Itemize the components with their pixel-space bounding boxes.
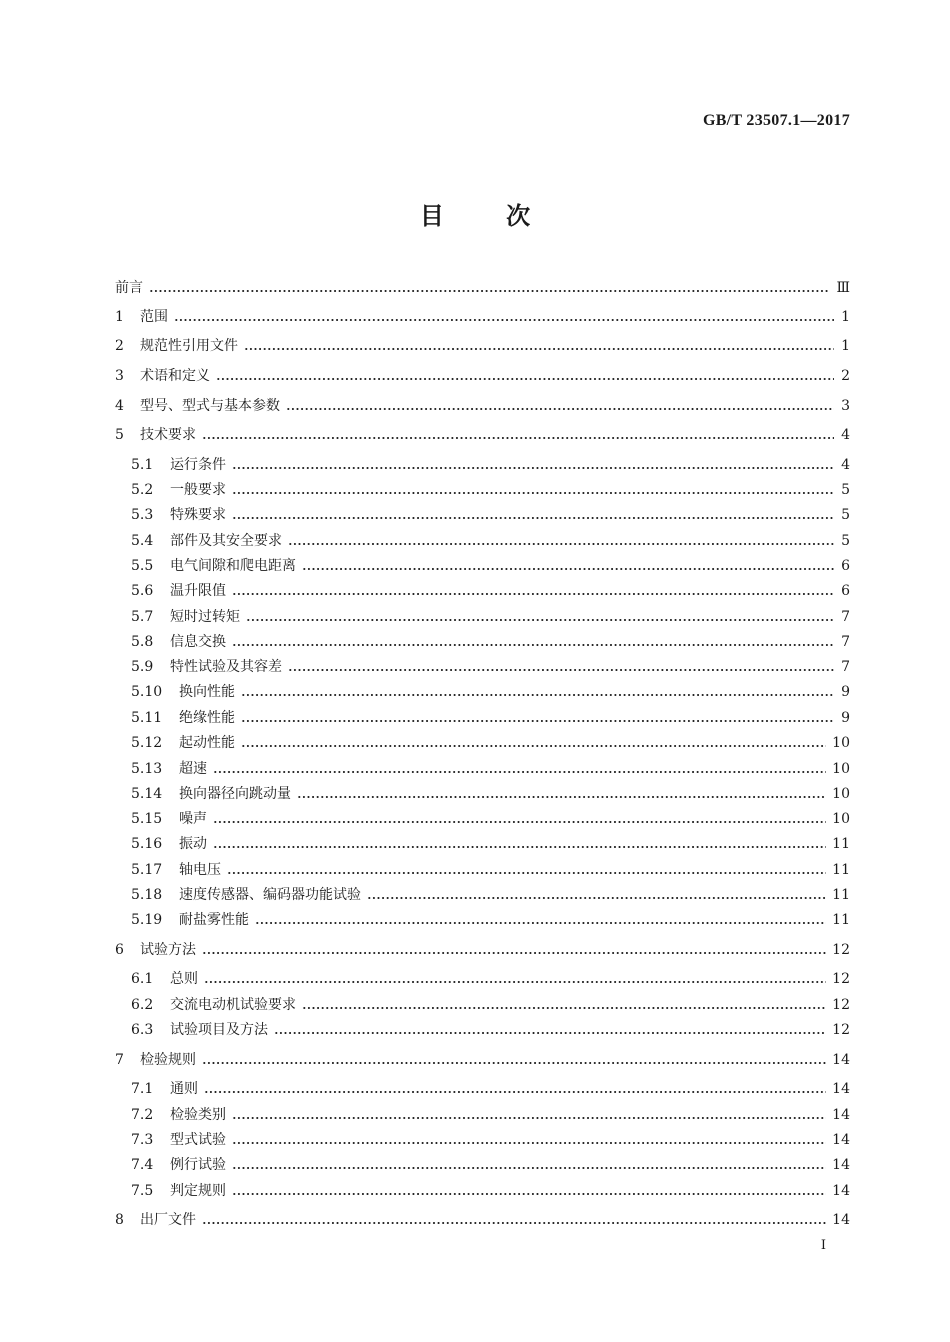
toc-entry-page: 10 xyxy=(832,761,850,777)
toc-entry-number: 4 xyxy=(115,398,124,414)
toc-entry-number: 5.13 xyxy=(131,761,163,777)
toc-entry-label: 规范性引用文件 xyxy=(140,338,238,354)
toc-entry-label: 温升限值 xyxy=(170,583,226,599)
toc-entry-page: 14 xyxy=(832,1081,850,1097)
toc-entry-label: 出厂文件 xyxy=(140,1212,196,1228)
toc-entry-label: 术语和定义 xyxy=(140,368,210,384)
toc-entry-label: 速度传感器、编码器功能试验 xyxy=(179,887,361,903)
toc-entry[interactable] xyxy=(131,632,850,652)
toc-entry-label: 总则 xyxy=(170,971,198,987)
toc-entry[interactable] xyxy=(131,581,850,601)
toc-entry[interactable] xyxy=(131,885,850,905)
toc-entry-label: 范围 xyxy=(140,309,168,325)
toc-entry-number: 6.3 xyxy=(131,1022,154,1038)
toc-entry-number: 7.4 xyxy=(131,1157,154,1173)
toc-leader-dots xyxy=(232,492,834,494)
toc-leader-dots xyxy=(288,543,834,545)
toc-entry-page: 14 xyxy=(832,1132,850,1148)
toc-leader-dots xyxy=(202,952,826,954)
toc-entry-number: 6.1 xyxy=(131,971,154,987)
toc-entry-label: 短时过转矩 xyxy=(170,609,240,625)
toc-leader-dots xyxy=(232,517,834,519)
toc-entry-label: 噪声 xyxy=(179,811,207,827)
toc-entry-number: 5.15 xyxy=(131,811,163,827)
toc-leader-dots xyxy=(302,1007,826,1009)
toc-entry-number: 5.16 xyxy=(131,836,163,852)
toc-entry-number: 5.8 xyxy=(131,634,154,650)
toc-entry-page: 10 xyxy=(832,735,850,751)
toc-entry-page: 14 xyxy=(832,1183,850,1199)
toc-leader-dots xyxy=(255,922,826,924)
toc-leader-dots xyxy=(232,1117,826,1119)
toc-entry[interactable] xyxy=(131,834,850,854)
toc-entry[interactable] xyxy=(131,809,850,829)
toc-entry[interactable] xyxy=(131,995,850,1015)
toc-entry-page: 14 xyxy=(832,1212,850,1228)
toc-entry-number: 5.10 xyxy=(131,684,163,700)
toc-entry-number: 5.3 xyxy=(131,507,154,523)
toc-entry-label: 换向器径向跳动量 xyxy=(179,786,291,802)
toc-entry-page: 5 xyxy=(841,482,850,498)
toc-entry-number: 5.11 xyxy=(131,710,163,726)
toc-leader-dots xyxy=(213,771,826,773)
title-char-2: 次 xyxy=(506,202,531,230)
toc-entry-page: Ⅲ xyxy=(836,280,850,296)
toc-entry-page: 7 xyxy=(841,659,850,675)
toc-entry-page: 3 xyxy=(841,398,850,414)
toc-entry-number: 8 xyxy=(115,1212,124,1228)
toc-entry-label: 运行条件 xyxy=(170,457,226,473)
toc-leader-dots xyxy=(367,897,826,899)
toc-entry[interactable] xyxy=(131,556,850,576)
toc-entry-label: 耐盐雾性能 xyxy=(179,912,249,928)
toc-leader-dots xyxy=(232,644,834,646)
toc-entry[interactable] xyxy=(115,1210,850,1230)
toc-entry-page: 12 xyxy=(832,942,850,958)
toc-entry-number: 5.6 xyxy=(131,583,154,599)
toc-entry-page: 11 xyxy=(832,862,850,878)
toc-entry-number: 5 xyxy=(115,427,124,443)
toc-entry-number: 1 xyxy=(115,309,124,325)
toc-entry-page: 10 xyxy=(832,811,850,827)
toc-entry[interactable] xyxy=(115,307,850,327)
toc-entry-number: 6.2 xyxy=(131,997,154,1013)
toc-entry[interactable] xyxy=(131,480,850,500)
toc-entry-page: 9 xyxy=(841,684,850,700)
toc-leader-dots xyxy=(227,872,826,874)
toc-entry-number: 7.1 xyxy=(131,1081,154,1097)
toc-leader-dots xyxy=(241,694,834,696)
toc-leader-dots xyxy=(286,408,834,410)
toc-entry-label: 通则 xyxy=(170,1081,198,1097)
toc-entry-number: 7.3 xyxy=(131,1132,154,1148)
page-title xyxy=(0,196,950,231)
page-number: I xyxy=(820,1238,826,1253)
toc-leader-dots xyxy=(213,846,826,848)
toc-entry-page: 12 xyxy=(832,1022,850,1038)
toc-entry-page: 5 xyxy=(841,533,850,549)
toc-entry-number: 2 xyxy=(115,338,124,354)
toc-entry[interactable] xyxy=(131,759,850,779)
toc-entry-number: 6 xyxy=(115,942,124,958)
toc-leader-dots xyxy=(204,1091,826,1093)
toc-entry[interactable] xyxy=(131,1020,850,1040)
toc-entry-page: 14 xyxy=(832,1107,850,1123)
toc-entry-label: 试验项目及方法 xyxy=(170,1022,268,1038)
toc-entry-label: 换向性能 xyxy=(179,684,235,700)
toc-entry-label: 交流电动机试验要求 xyxy=(170,997,296,1013)
toc-entry[interactable] xyxy=(115,278,850,298)
toc-entry-page: 11 xyxy=(832,912,850,928)
toc-entry[interactable] xyxy=(131,708,850,728)
toc-leader-dots xyxy=(232,1193,826,1195)
toc-entry[interactable] xyxy=(115,336,850,356)
toc-entry-page: 7 xyxy=(841,609,850,625)
toc-leader-dots xyxy=(246,619,834,621)
toc-leader-dots xyxy=(149,290,830,292)
toc-entry-label: 电气间隙和爬电距离 xyxy=(170,558,296,574)
toc-entry-number: 5.9 xyxy=(131,659,154,675)
toc-entry-number: 5.12 xyxy=(131,735,163,751)
toc-entry-number: 5.19 xyxy=(131,912,163,928)
toc-leader-dots xyxy=(232,467,834,469)
toc-entry-label: 部件及其安全要求 xyxy=(170,533,282,549)
toc-entry-page: 11 xyxy=(832,836,850,852)
toc-entry[interactable] xyxy=(131,910,850,930)
toc-entry[interactable] xyxy=(131,531,850,551)
toc-entry-label: 轴电压 xyxy=(179,862,221,878)
toc-entry[interactable] xyxy=(131,1130,850,1150)
toc-leader-dots xyxy=(216,378,834,380)
toc-entry[interactable] xyxy=(131,969,850,989)
toc-entry-page: 2 xyxy=(841,368,850,384)
toc-entry[interactable] xyxy=(131,607,850,627)
toc-entry-number: 5.5 xyxy=(131,558,154,574)
toc-entry-number: 7.2 xyxy=(131,1107,154,1123)
toc-entry-label: 技术要求 xyxy=(140,427,196,443)
toc-entry-number: 5.2 xyxy=(131,482,154,498)
toc-entry-label: 特性试验及其容差 xyxy=(170,659,282,675)
toc-entry-page: 7 xyxy=(841,634,850,650)
toc-leader-dots xyxy=(274,1032,826,1034)
toc-entry-number: 5.18 xyxy=(131,887,163,903)
toc-entry-number: 5.17 xyxy=(131,862,163,878)
toc-leader-dots xyxy=(174,319,834,321)
toc-entry-page: 1 xyxy=(841,309,850,325)
toc-entry-label: 判定规则 xyxy=(170,1183,226,1199)
toc-leader-dots xyxy=(302,568,834,570)
toc-entry-page: 14 xyxy=(832,1157,850,1173)
toc-entry[interactable] xyxy=(115,366,850,386)
toc-leader-dots xyxy=(241,720,834,722)
toc-entry-label: 例行试验 xyxy=(170,1157,226,1173)
toc-entry[interactable] xyxy=(131,505,850,525)
toc-entry[interactable] xyxy=(115,1050,850,1070)
toc-entry-page: 12 xyxy=(832,971,850,987)
toc-entry-page: 1 xyxy=(841,338,850,354)
toc-entry-page: 12 xyxy=(832,997,850,1013)
toc-entry-label: 信息交换 xyxy=(170,634,226,650)
toc-entry[interactable] xyxy=(131,1181,850,1201)
toc-entry-page: 4 xyxy=(841,427,850,443)
toc-entry-page: 5 xyxy=(841,507,850,523)
toc-entry-label: 型号、型式与基本参数 xyxy=(140,398,280,414)
toc-entry-label: 特殊要求 xyxy=(170,507,226,523)
toc-entry-label: 起动性能 xyxy=(179,735,235,751)
toc-entry[interactable] xyxy=(131,1079,850,1099)
toc-entry-number: 7 xyxy=(115,1052,124,1068)
toc-entry-label: 超速 xyxy=(179,761,207,777)
toc-entry-number: 7.5 xyxy=(131,1183,154,1199)
toc-entry-label: 前言 xyxy=(115,280,143,296)
toc-entry[interactable] xyxy=(131,657,850,677)
toc-entry[interactable] xyxy=(131,1155,850,1175)
toc-entry-label: 检验规则 xyxy=(140,1052,196,1068)
toc-entry-page: 4 xyxy=(841,457,850,473)
toc-entry-label: 绝缘性能 xyxy=(179,710,235,726)
toc-entry[interactable] xyxy=(115,396,850,416)
toc-entry[interactable] xyxy=(131,682,850,702)
toc-leader-dots xyxy=(244,348,834,350)
standard-code: GB/T 23507.1—2017 xyxy=(702,112,850,129)
toc-entry[interactable] xyxy=(131,733,850,753)
toc-entry-page: 10 xyxy=(832,786,850,802)
toc-entry-number: 5.4 xyxy=(131,533,154,549)
toc-entry-page: 14 xyxy=(832,1052,850,1068)
toc-entry-number: 3 xyxy=(115,368,124,384)
toc-leader-dots xyxy=(204,981,826,983)
toc-entry-label: 一般要求 xyxy=(170,482,226,498)
toc-entry-label: 试验方法 xyxy=(140,942,196,958)
toc-entry[interactable] xyxy=(131,1105,850,1125)
toc-entry-number: 5.1 xyxy=(131,457,154,473)
toc-entry-page: 6 xyxy=(841,583,850,599)
toc-entry[interactable] xyxy=(115,425,850,445)
toc-entry-page: 11 xyxy=(832,887,850,903)
title-char-1: 目 xyxy=(419,202,444,230)
toc-leader-dots xyxy=(202,437,834,439)
toc-entry[interactable] xyxy=(115,940,850,960)
toc-leader-dots xyxy=(241,745,826,747)
toc-leader-dots xyxy=(232,1167,826,1169)
toc-leader-dots xyxy=(232,1142,826,1144)
toc-entry-page: 6 xyxy=(841,558,850,574)
toc-entry[interactable] xyxy=(131,784,850,804)
toc-entry[interactable] xyxy=(131,860,850,880)
toc-leader-dots xyxy=(232,593,834,595)
toc-leader-dots xyxy=(297,796,826,798)
toc-entry-number: 5.14 xyxy=(131,786,163,802)
toc-entry-number: 5.7 xyxy=(131,609,154,625)
toc-leader-dots xyxy=(202,1222,826,1224)
toc-leader-dots xyxy=(202,1062,826,1064)
toc-entry-page: 9 xyxy=(841,710,850,726)
toc-entry-label: 振动 xyxy=(179,836,207,852)
toc-leader-dots xyxy=(213,821,826,823)
toc-entry-label: 型式试验 xyxy=(170,1132,226,1148)
toc-entry[interactable] xyxy=(131,455,850,475)
toc-entry-label: 检验类别 xyxy=(170,1107,226,1123)
toc-leader-dots xyxy=(288,669,834,671)
